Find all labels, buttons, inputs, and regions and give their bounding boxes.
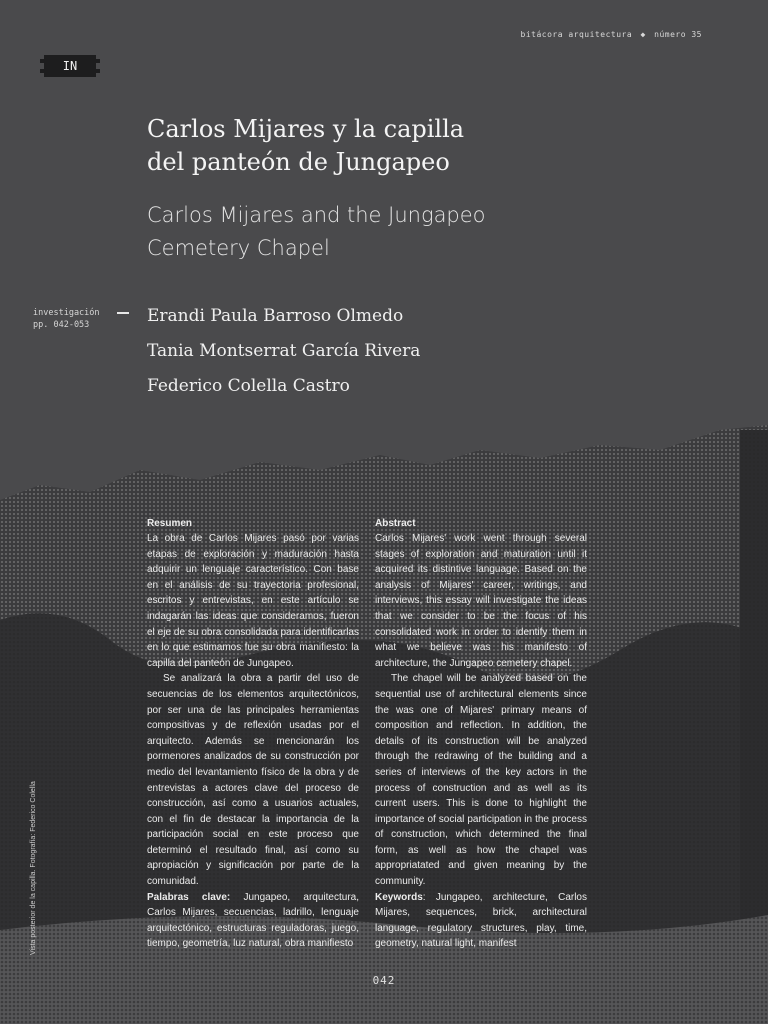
title-spanish [147, 113, 627, 179]
resumen-column [147, 516, 359, 952]
resumen-heading: Resumen [147, 518, 193, 529]
section-tag-label: IN [62, 59, 78, 73]
diamond-icon: ◆ [640, 30, 646, 39]
title-english [147, 199, 627, 265]
author-name: Federico Colella Castro [147, 376, 350, 396]
resumen-paragraph: Se analizará la obra a partir del uso de secuencias de los elementos arquitectónicos, por ser una de las principales herramientas compositivas y de reflexión usadas por el arquitecto. Además se mencionarán los pormenores analizados de su construcción por medio del levantamiento físico de la obra y de entrevistas a actores clave del proceso de construcción, así como a usuarios actuales, con el fin de destacar la importancia de la participación social en este proceso que determinó el resultado final, así como su apropiación y significación por parte de la comunidad. [147, 673, 359, 888]
page-number: 042 [372, 974, 396, 987]
abstract-paragraph: The chapel will be analyzed based on the sequential use of architectural elements since the was one of Mijares' primary means of composition and reflection. In addition, the details of its construction will be analyzed through the redrawing of the building and a series of interviews of the key actors in the process of construction and as well as its current users. This is done to highlight the importance of social participation in the process of construction, which determined the final form, as well as how the chapel was appropriatated and given meaning by the community. [375, 673, 587, 888]
title-en-line1: Carlos Mijares and the Jungapeo [147, 203, 486, 227]
section-tag [44, 55, 96, 77]
journal-name: bitácora arquitectura [520, 30, 633, 39]
title-en-line2: Cemetery Chapel [147, 236, 330, 260]
article-meta [33, 307, 100, 331]
title-es-line1: Carlos Mijares y la capilla [147, 115, 465, 143]
article-pages: pp. 042-053 [33, 320, 90, 330]
author-name: Tania Montserrat García Rivera [147, 341, 421, 361]
article-category: investigación [33, 308, 100, 318]
abstract-heading: Abstract [375, 518, 416, 529]
journal-header [521, 30, 703, 39]
keywords-label: Palabras clave: [147, 891, 231, 903]
photo-credit: Vista posterior de la capilla. Fotografía: Federico Colella [30, 781, 37, 955]
keywords-label: Keywords [375, 891, 423, 903]
resumen-paragraph: La obra de Carlos Mijares pasó por varias etapas de exploración y maduración hasta adquirir un lenguaje característico. Con base en el análisis de su trayectoria profesional, escritos y entrevistas, en este artículo se indagarán las ideas que consideramos, fueron el eje de su obra consolidada para identificarlas en lo que estimamos fue su obra manifiesto: la capilla del panteón de Jungapeo. [147, 533, 359, 669]
issue-number: número 35 [654, 30, 702, 39]
author-list [147, 301, 420, 406]
title-es-line2: del panteón de Jungapeo [147, 148, 450, 176]
keywords-text: : Jungapeo, architecture, Carlos Mijares, sequences, brick, architectural language, regulatory structures, play, time, geometry, natural light, manifest [375, 891, 587, 950]
abstract-column [375, 516, 587, 952]
meta-dash [117, 312, 129, 314]
keywords-text: Jungapeo, arquitectura, Carlos Mijares, secuencias, ladrillo, lenguaje arquitectónico, estructuras reguladoras, juego, tiempo, geometría, luz natural, obra manifiesto [147, 891, 359, 950]
abstract-paragraph: Carlos Mijares' work went through several stages of exploration and maturation until it acquired its distintive language. Based on the analysis of Mijares' career, writings, and interviews, this essay will investigate the ideas that we consider to be the focus of his consolidated work in order to identify them in what we believe was his manifesto of architecture, the Jungapeo cemetery chapel. [375, 533, 587, 669]
resumen-keywords [147, 890, 359, 952]
abstract-keywords [375, 890, 587, 952]
author-name: Erandi Paula Barroso Olmedo [147, 306, 404, 326]
